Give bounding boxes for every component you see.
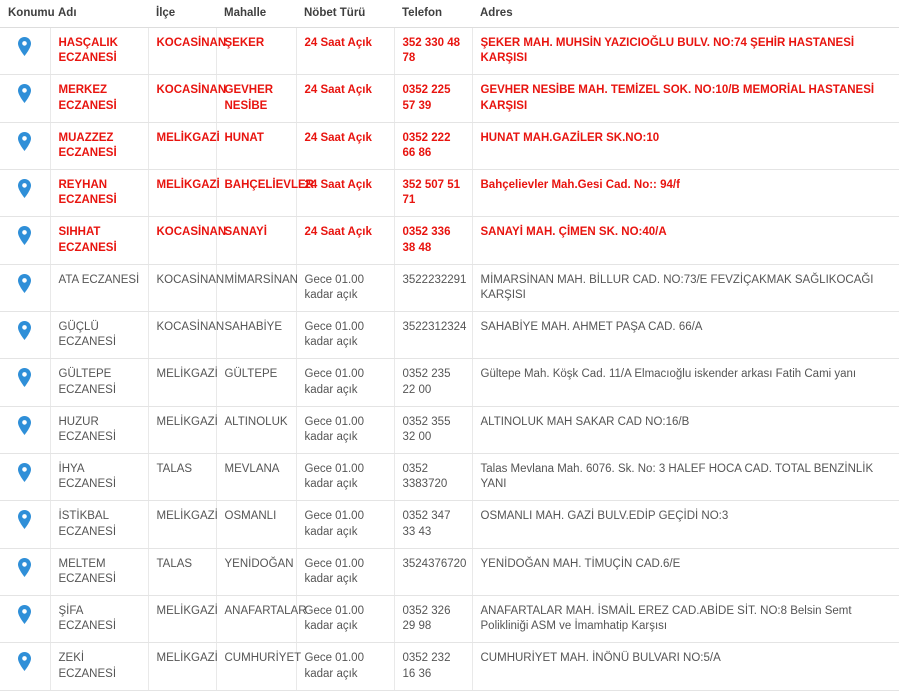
neighborhood-cell: BAHÇELİEVLER [216, 170, 296, 217]
address-cell: ANAFARTALAR MAH. İSMAİL EREZ CAD.ABİDE SİT. NO:8 Belsin Semt Polikliniği ASM ve İmamhatip Karşısı [472, 596, 899, 643]
table-row[interactable] [0, 643, 899, 690]
neighborhood-cell: GÜLTEPE [216, 359, 296, 406]
duty-type-cell: Gece 01.00 kadar açık [296, 264, 394, 311]
neighborhood-cell: ŞEKER [216, 28, 296, 75]
location-cell[interactable] [0, 406, 50, 453]
phone-cell: 0352 326 29 98 [394, 596, 472, 643]
pharmacy-name-cell: İSTİKBAL ECZANESİ [50, 501, 148, 548]
table-row[interactable] [0, 28, 899, 75]
map-pin-icon[interactable] [18, 274, 31, 293]
table-row[interactable] [0, 264, 899, 311]
pharmacy-name-cell: ATA ECZANESİ [50, 264, 148, 311]
location-cell[interactable] [0, 122, 50, 169]
table-row[interactable] [0, 312, 899, 359]
phone-cell: 0352 225 57 39 [394, 75, 472, 122]
duty-type-cell: Gece 01.00 kadar açık [296, 359, 394, 406]
duty-type-cell: 24 Saat Açık [296, 217, 394, 264]
map-pin-icon[interactable] [18, 226, 31, 245]
table-row[interactable] [0, 122, 899, 169]
address-cell: Bahçelievler Mah.Gesi Cad. No:: 94/f [472, 170, 899, 217]
neighborhood-cell: CUMHURİYET [216, 643, 296, 690]
neighborhood-cell: HUNAT [216, 122, 296, 169]
location-cell[interactable] [0, 75, 50, 122]
pharmacy-name-cell: İHYA ECZANESİ [50, 454, 148, 501]
duty-type-cell: Gece 01.00 kadar açık [296, 501, 394, 548]
address-cell: GEVHER NESİBE MAH. TEMİZEL SOK. NO:10/B MEMORİAL HASTANESİ KARŞISI [472, 75, 899, 122]
map-pin-icon[interactable] [18, 652, 31, 671]
location-cell[interactable] [0, 596, 50, 643]
district-cell: KOCASİNAN [148, 264, 216, 311]
pharmacy-name-cell: GÜLTEPE ECZANESİ [50, 359, 148, 406]
column-header-adres[interactable]: Adres [472, 0, 899, 28]
address-cell: SAHABİYE MAH. AHMET PAŞA CAD. 66/A [472, 312, 899, 359]
pharmacy-name-cell: HASÇALIK ECZANESİ [50, 28, 148, 75]
phone-cell: 0352 232 16 36 [394, 643, 472, 690]
duty-type-cell: Gece 01.00 kadar açık [296, 548, 394, 595]
location-cell[interactable] [0, 170, 50, 217]
location-cell[interactable] [0, 264, 50, 311]
address-cell: YENİDOĞAN MAH. TİMUÇİN CAD.6/E [472, 548, 899, 595]
location-cell[interactable] [0, 359, 50, 406]
neighborhood-cell: GEVHER NESİBE [216, 75, 296, 122]
district-cell: KOCASİNAN [148, 75, 216, 122]
location-cell[interactable] [0, 28, 50, 75]
phone-cell: 0352 336 38 48 [394, 217, 472, 264]
table-row[interactable] [0, 170, 899, 217]
phone-cell: 352 330 48 78 [394, 28, 472, 75]
pharmacy-name-cell: MUAZZEZ ECZANESİ [50, 122, 148, 169]
map-pin-icon[interactable] [18, 463, 31, 482]
district-cell: MELİKGAZİ [148, 643, 216, 690]
address-cell: OSMANLI MAH. GAZİ BULV.EDİP GEÇİDİ NO:3 [472, 501, 899, 548]
table-header-row [0, 0, 899, 28]
map-pin-icon[interactable] [18, 37, 31, 56]
pharmacy-name-cell: MELTEM ECZANESİ [50, 548, 148, 595]
duty-type-cell: 24 Saat Açık [296, 122, 394, 169]
address-cell: CUMHURİYET MAH. İNÖNÜ BULVARI NO:5/A [472, 643, 899, 690]
pharmacy-name-cell: ZEKİ ECZANESİ [50, 643, 148, 690]
district-cell: MELİKGAZİ [148, 122, 216, 169]
neighborhood-cell: OSMANLI [216, 501, 296, 548]
table-row[interactable] [0, 75, 899, 122]
duty-type-cell: Gece 01.00 kadar açık [296, 454, 394, 501]
map-pin-icon[interactable] [18, 321, 31, 340]
table-row[interactable] [0, 217, 899, 264]
duty-type-cell: 24 Saat Açık [296, 170, 394, 217]
duty-type-cell: Gece 01.00 kadar açık [296, 596, 394, 643]
phone-cell: 0352 235 22 00 [394, 359, 472, 406]
duty-type-cell: Gece 01.00 kadar açık [296, 406, 394, 453]
map-pin-icon[interactable] [18, 84, 31, 103]
address-cell: SANAYİ MAH. ÇİMEN SK. NO:40/A [472, 217, 899, 264]
map-pin-icon[interactable] [18, 179, 31, 198]
phone-cell: 0352 347 33 43 [394, 501, 472, 548]
district-cell: KOCASİNAN [148, 312, 216, 359]
map-pin-icon[interactable] [18, 132, 31, 151]
address-cell: ŞEKER MAH. MUHSİN YAZICIOĞLU BULV. NO:74 ŞEHİR HASTANESİ KARŞISI [472, 28, 899, 75]
table-row[interactable] [0, 596, 899, 643]
pharmacy-name-cell: REYHAN ECZANESİ [50, 170, 148, 217]
column-header-nobet-turu[interactable]: Nöbet Türü [296, 0, 394, 28]
phone-cell: 3524376720 [394, 548, 472, 595]
column-header-adi[interactable]: Adı [50, 0, 148, 28]
neighborhood-cell: ANAFARTALAR [216, 596, 296, 643]
location-cell[interactable] [0, 454, 50, 501]
address-cell: HUNAT MAH.GAZİLER SK.NO:10 [472, 122, 899, 169]
phone-cell: 0352 222 66 86 [394, 122, 472, 169]
pharmacy-name-cell: HUZUR ECZANESİ [50, 406, 148, 453]
pharmacy-name-cell: SIHHAT ECZANESİ [50, 217, 148, 264]
district-cell: KOCASİNAN [148, 217, 216, 264]
location-cell[interactable] [0, 643, 50, 690]
district-cell: MELİKGAZİ [148, 170, 216, 217]
table-row[interactable] [0, 454, 899, 501]
neighborhood-cell: MEVLANA [216, 454, 296, 501]
neighborhood-cell: SAHABİYE [216, 312, 296, 359]
pharmacy-name-cell: ŞİFA ECZANESİ [50, 596, 148, 643]
address-cell: Gültepe Mah. Köşk Cad. 11/A Elmacıoğlu iskender arkası Fatih Cami yanı [472, 359, 899, 406]
location-cell[interactable] [0, 548, 50, 595]
pharmacy-name-cell: MERKEZ ECZANESİ [50, 75, 148, 122]
map-pin-icon[interactable] [18, 605, 31, 624]
neighborhood-cell: YENİDOĞAN [216, 548, 296, 595]
neighborhood-cell: MİMARSİNAN [216, 264, 296, 311]
address-cell: Talas Mevlana Mah. 6076. Sk. No: 3 HALEF HOCA CAD. TOTAL BENZİNLİK YANI [472, 454, 899, 501]
map-pin-icon[interactable] [18, 558, 31, 577]
district-cell: KOCASİNAN [148, 28, 216, 75]
column-header-mahalle[interactable]: Mahalle [216, 0, 296, 28]
map-pin-icon[interactable] [18, 510, 31, 529]
district-cell: MELİKGAZİ [148, 359, 216, 406]
district-cell: MELİKGAZİ [148, 501, 216, 548]
table-row[interactable] [0, 501, 899, 548]
phone-cell: 352 507 51 71 [394, 170, 472, 217]
phone-cell: 3522232291 [394, 264, 472, 311]
duty-type-cell: Gece 01.00 kadar açık [296, 312, 394, 359]
district-cell: MELİKGAZİ [148, 406, 216, 453]
phone-cell: 0352 3383720 [394, 454, 472, 501]
duty-type-cell: Gece 01.00 kadar açık [296, 643, 394, 690]
duty-type-cell: 24 Saat Açık [296, 75, 394, 122]
location-cell[interactable] [0, 217, 50, 264]
district-cell: MELİKGAZİ [148, 596, 216, 643]
location-cell[interactable] [0, 312, 50, 359]
address-cell: MİMARSİNAN MAH. BİLLUR CAD. NO:73/E FEVZİÇAKMAK SAĞLIKOCAĞI KARŞISI [472, 264, 899, 311]
phone-cell: 3522312324 [394, 312, 472, 359]
phone-cell: 0352 355 32 00 [394, 406, 472, 453]
column-header-telefon[interactable]: Telefon [394, 0, 472, 28]
column-header-ilce[interactable]: İlçe [148, 0, 216, 28]
duty-type-cell: 24 Saat Açık [296, 28, 394, 75]
district-cell: TALAS [148, 454, 216, 501]
column-header-konumu[interactable]: Konumu [0, 0, 50, 28]
district-cell: TALAS [148, 548, 216, 595]
map-pin-icon[interactable] [18, 416, 31, 435]
table-row[interactable] [0, 359, 899, 406]
table-row[interactable] [0, 406, 899, 453]
neighborhood-cell: ALTINOLUK [216, 406, 296, 453]
map-pin-icon[interactable] [18, 368, 31, 387]
table-row[interactable] [0, 548, 899, 595]
address-cell: ALTINOLUK MAH SAKAR CAD NO:16/B [472, 406, 899, 453]
neighborhood-cell: SANAYİ [216, 217, 296, 264]
pharmacy-name-cell: GÜÇLÜ ECZANESİ [50, 312, 148, 359]
location-cell[interactable] [0, 501, 50, 548]
